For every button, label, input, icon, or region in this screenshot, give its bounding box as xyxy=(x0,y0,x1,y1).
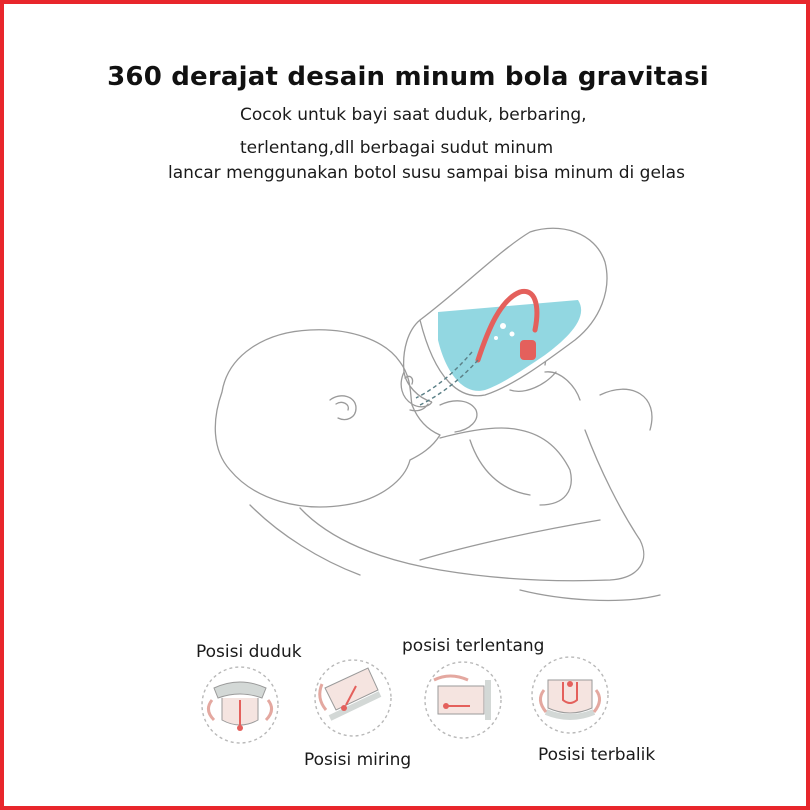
baby-arm xyxy=(440,428,571,505)
lying-position-icon xyxy=(425,662,501,738)
baby-ear xyxy=(330,396,356,420)
label-posisi-miring: Posisi miring xyxy=(304,750,412,770)
subtitle-line-3: lancar menggunakan botol susu sampai bisa minum di gelas xyxy=(168,163,685,183)
headline: 360 derajat desain minum bola gravitasi xyxy=(107,62,709,92)
sitting-position-icon xyxy=(202,667,278,743)
baby-body-outline xyxy=(300,430,644,581)
upside-down-position-icon xyxy=(532,657,608,733)
label-posisi-terbalik: Posisi terbalik xyxy=(538,745,656,765)
baby-head-outline xyxy=(215,330,440,507)
subtitle-line-1: Cocok untuk bayi saat duduk, berbaring, xyxy=(240,105,587,125)
label-posisi-terlentang: posisi terlentang xyxy=(402,636,545,656)
tilted-position-icon xyxy=(315,660,391,736)
bottle xyxy=(401,228,607,407)
gravity-ball xyxy=(520,340,536,360)
label-posisi-duduk: Posisi duduk xyxy=(196,642,302,662)
subtitle-line-2: terlentang,dll berbagai sudut minum xyxy=(240,138,554,158)
